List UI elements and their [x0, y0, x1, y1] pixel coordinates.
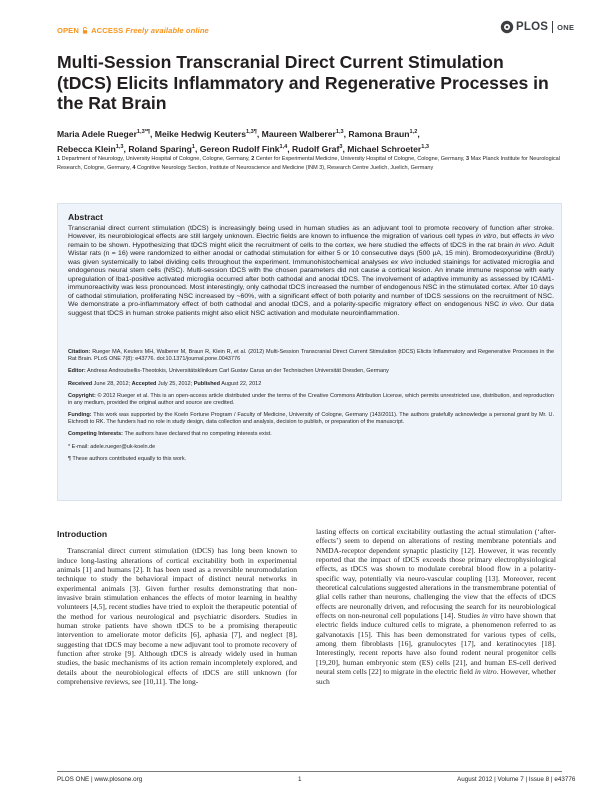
author-list: [57, 127, 557, 157]
article-metadata: [68, 349, 554, 468]
author: Gereon Rudolf Fink$^{1,4}$,: [199, 144, 293, 154]
abstract-text: Transcranial direct current stimulation (tDCS) is increasingly being used in human studies as an adjuvant tool to promote recovery of function after stroke. However, its neurobiological effects are still largely unknown. Electric fields are known to influence the migration of various cell types in vitro, but effects in vivo remain to be shown. Hypothesizing that tDCS might elicit the recruitment of cells to the cortex, we here studied the effects of tDCS in the rat brain in vivo. Adult Wistar rats (n = 16) were randomized to either anodal or cathodal stimulation for either 5 or 10 consecutive days (500 µA, 15 min). Bromodeoxyuridine (BrdU) was given systemically to label dividing cells throughout the experiment. Immunohistochemical analyses ex vivo included stainings for activated microglia and endogenous neural stem cells (NSC). Multi-session tDCS with the chosen parameters did not cause a cortical lesion. An innate immune response with early upregulation of Iba1-positive activated microglia occurred after both cathodal and anodal tDCS. The involvement of adaptive immunity as assessed by ICAM1-immunoreactivity was less pronounced. Most interestingly, only cathodal tDCS increased the number of endogenous NSC in the stimulated cortex. After 10 days of cathodal stimulation, proliferating NSC increased by ~60%, with a significant effect of both polarity and number of tDCS sessions on the recruitment of NSC. We demonstrate a pro-inflammatory effect of both cathodal and anodal tDCS, and a polarity-specific migratory effect on endogenous NSC in vivo. Our data suggest that tDCS in human stroke patients might also elicit NSC activation and modulate neuroinflammation.: [68, 225, 555, 317]
logo-divider: [552, 21, 553, 33]
footer-issue: August 2012 | Volume 7 | Issue 8 | e43776: [457, 776, 576, 783]
editor: Editor: Andreas Androutsellis-Theotokis, Universitätsklinikum Carl Gustav Carus an der Technischen Universität Dresden, Germany: [68, 368, 389, 375]
equal-contribution-note: ¶ These authors contributed equally to this work.: [68, 456, 187, 463]
plos-one-logo: [500, 20, 574, 34]
intro-paragraph: Transcranial direct current stimulation (tDCS) has long been known to induce long-lasting alterations of cortical excitability both in experimental animals [1] and humans [2]. It has been used as a reversible neuromodulation technique to study the behavioral impact of distinct neural networks in experimental animals [3]. Given further results demonstrating that non-invasive brain stimulation enhances the effects of motor learning in healthy volunteers [4,5], recent studies have tried to exploit the therapeutic potential of the method for various neurological and psychiatric disorders. Studies in human stroke patients have shown tDCS to be a promising therapeutic intervention to ameliorate motor deficits [6], aphasia [7], and neglect [8], suggesting that tDCS may become a new adjuvant tool to promote recovery of function after stroke [9]. Although tDCS is already widely used in human studies, the basic mechanisms of its action remain incompletely explored, and details about the neurobiological effects of tDCS are still unknown (for comprehensive reviews, see [10,11]. The long-: [57, 546, 297, 687]
freely-available-label: Freely available online: [125, 26, 209, 35]
introduction-heading: Introduction: [57, 529, 108, 539]
corresponding-email: * E-mail: adele.rueger@uk-koeln.de: [68, 443, 156, 450]
logo-journal-text: ONE: [557, 22, 575, 32]
body-column-left: [57, 530, 297, 687]
open-access-banner: [57, 26, 209, 35]
copyright: Copyright: © 2012 Rueger et al. This is an open-access article distributed under the terms of the Creative Commons Attribution License, which permits unrestricted use, distribution, and reproduction in any medium, provided the original author and source are credited.: [68, 392, 554, 406]
author: Meike Hedwig Keuters$^{1,3\P}$,: [154, 129, 262, 139]
author: Rebecca Klein$^{1,3}$,: [57, 144, 129, 154]
open-lock-icon: [82, 27, 88, 34]
author: Michael Schroeter$^{1,3}$: [347, 144, 430, 154]
footer-divider: [57, 771, 562, 772]
plos-logo-icon: [500, 20, 514, 34]
abstract-heading: Abstract: [68, 212, 103, 222]
dates: Received June 28, 2012; Accepted July 25, 2012; Published August 22, 2012: [68, 380, 262, 387]
author: Maureen Walberer$^{1,3}$,: [261, 129, 349, 139]
article-title: Multi-Session Transcranial Direct Current Stimulation (tDCS) Elicits Inflammatory and Regenerative Processes in the Rat Brain: [57, 52, 549, 113]
competing-interests: Competing Interests: The authors have declared that no competing interests exist.: [68, 431, 272, 438]
access-label: ACCESS: [91, 26, 124, 35]
body-column-right: [316, 527, 556, 686]
page-number: 1: [298, 776, 302, 783]
author: Maria Adele Rueger$^{1,3*\P}$,: [57, 129, 155, 139]
author: Ramona Braun$^{1,2}$,: [348, 129, 420, 139]
affiliations: 1 Department of Neurology, University Hospital of Cologne, Cologne, Germany, 2 Center for Experimental Medicine, University Hospital of Cologne, Cologne, Germany, 3 Max Planck Institute for Neurological Research, Cologne, Germany, 4 Cognitive Neurology Section, Institute of Neuroscience and Medicine (INM 3), Research Centre Juelich, Juelich, Germany: [57, 156, 560, 171]
author: Roland Sparing$^1$,: [128, 144, 200, 154]
abstract-box: [57, 203, 562, 501]
open-label: OPEN: [57, 26, 79, 35]
author: Rudolf Graf$^3$,: [292, 144, 348, 154]
logo-plos-text: PLOS: [516, 21, 549, 33]
intro-paragraph-continued: lasting effects on cortical excitability outlasting the actual stimulation (‘after-effects’) seem to depend on alterations of resting membrane potentials and NMDA-receptor dependent synaptic plasticity [12]. However, it was recently reported that the impact of tDCS exceeds those primary electrophysiological effects, as tDCS was shown to modulate cerebral blood flow in a polarity-specific way, potentially via neuro-vascular coupling [13]. Moreover, recent theoretical calculations suggested alterations in the transmembrane potential of glial cells rather than neurons, challenging the view that the effects of tDCS effects are neuronally driven, and refocusing the search for its neurobiological effects on non-neuronal cell populations [14]. Studies in vitro have shown that electric fields induce cultured cells to migrate, a phenomenon referred to as galvanotaxis [15]. This has been demonstrated for various types of cells, among them fibroblasts [16], granulocytes [17], and keratinocytes [18]. Interestingly, recent reports have also found rodent neural progenitor cells [19,20], human embryonic stem (ES) cells [21], and human ES-cell derived neural stem cells [22] to migrate in the electric field in vitro. However, whether such: [316, 527, 556, 686]
footer-journal: PLOS ONE | www.plosone.org: [57, 776, 143, 783]
citation: Citation: Rueger MA, Keuters MH, Walberer M, Braun R, Klein R, et al. (2012) Multi-Session Transcranial Direct Current Stimulation (tDCS) Elicits Inflammatory and Regenerative Processes in the Rat Brain. PLoS ONE 7(8): e43776. doi:10.1371/journal.pone.0043776: [68, 349, 554, 362]
funding: Funding: This work was supported by the Koeln Fortune Program / Faculty of Medicine, University of Cologne, Germany (143/2011). The authors gratefully acknowledge a personal grant by Mr. U. Eichrodt to RK. The funders had no role in study design, data collection and analysis, decision to publish, or preparation of the manuscript.: [68, 412, 554, 426]
